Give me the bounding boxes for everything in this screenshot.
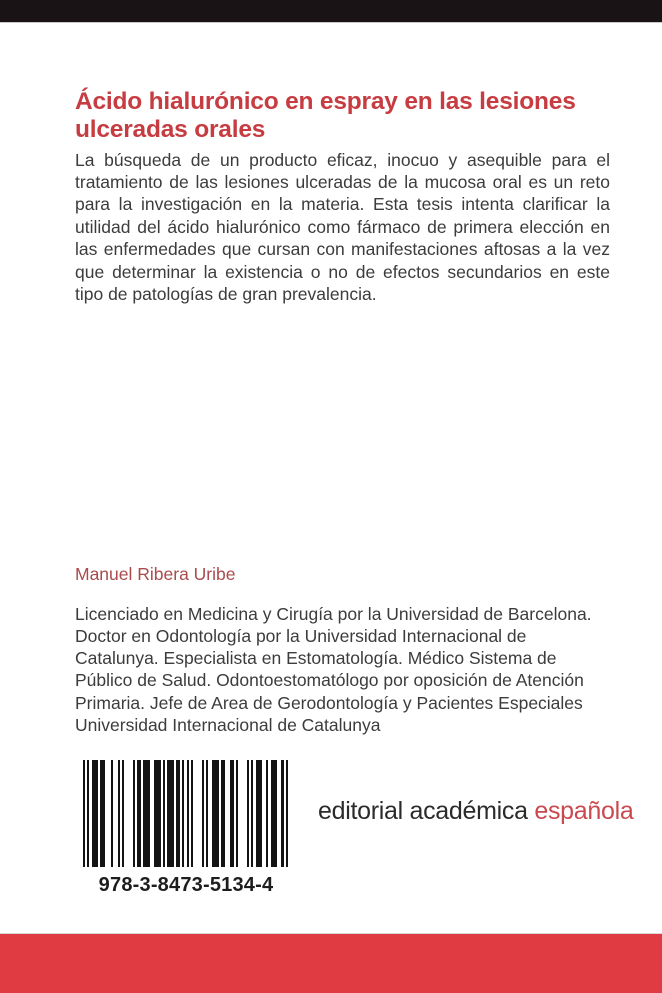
author-name: Manuel Ribera Uribe xyxy=(75,564,236,584)
book-title: Ácido hialurónico en espray en las lesiones ulceradas orales xyxy=(75,88,576,144)
author-bio: Licenciado en Medicina y Cirugía por la Universidad de Barcelona. Doctor en Odontología por la Universidad Internacional de Catalunya. Especialista en Estomatología. Médico Sistema de Público de Salud. Odontoestomatólogo por oposición de Atención Primaria. Jefe de Area de Gerodontología y Pacientes Especiales Universidad Internacional de Catalunya xyxy=(75,603,592,735)
isbn-barcode-block xyxy=(83,760,289,897)
isbn-number: 978-3-8473-5134-4 xyxy=(98,874,274,896)
isbn-barcode-bars xyxy=(83,760,288,867)
top-color-bar xyxy=(0,0,662,23)
publisher-name-gray: editorial académica xyxy=(318,797,528,825)
publisher-logo xyxy=(318,797,633,826)
publisher-name-red: española xyxy=(534,797,634,825)
book-summary: La búsqueda de un producto eficaz, inocuo y asequible para el tratamiento de las lesiones ulceradas de la mucosa oral es un reto para la investigación en la materia. Esta tesis intenta clarificar la utilidad del ácido hialurónico como fármaco de primera elección en las enfermedades que cursan con manifestaciones aftosas a la vez que determinar la existencia o no de efectos secundarios en este tipo de patologías de gran prevalencia. xyxy=(75,149,610,304)
bottom-color-bar xyxy=(0,933,662,993)
